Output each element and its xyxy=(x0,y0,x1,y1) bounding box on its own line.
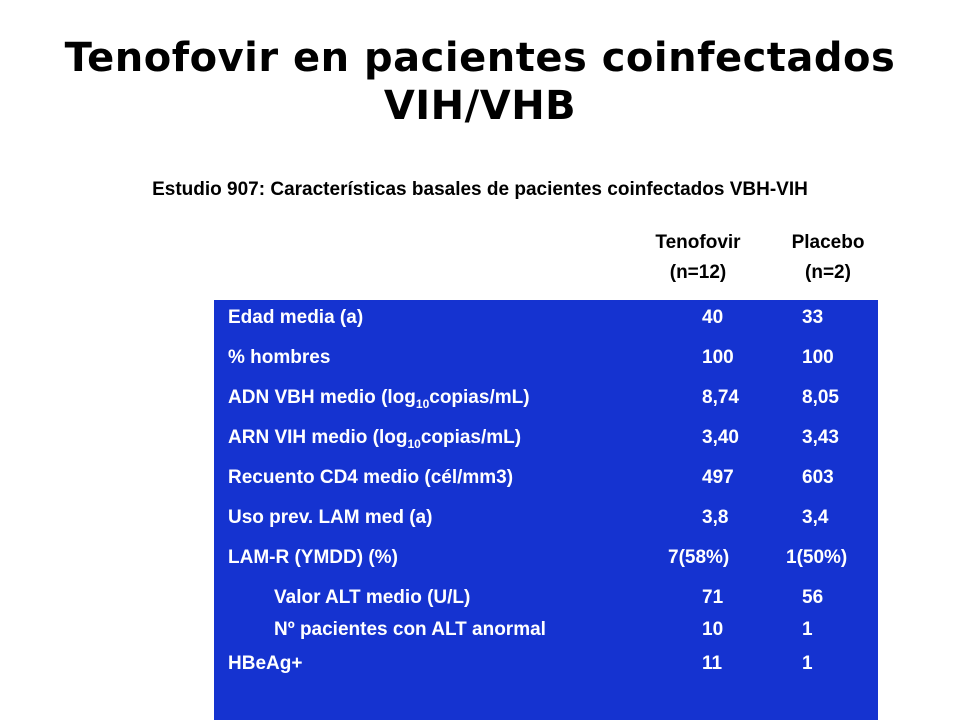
value-placebo: 3,43 xyxy=(802,427,839,448)
value-placebo: 1 xyxy=(802,653,813,674)
row-label: Uso prev. LAM med (a) xyxy=(228,507,433,528)
column-header-tenofovir xyxy=(638,228,758,288)
value-placebo: 603 xyxy=(802,467,834,488)
value-placebo: 3,4 xyxy=(802,507,829,528)
table-row xyxy=(214,505,878,531)
slide-title: Tenofovir en pacientes coinfectados VIH/VHB xyxy=(64,35,896,129)
table-row xyxy=(214,305,878,331)
row-label: Valor ALT medio (U/L) xyxy=(274,587,471,608)
value-tenofovir: 3,8 xyxy=(702,507,729,528)
column-name: Placebo xyxy=(791,232,865,253)
row-label: ADN VBH medio $(\log_{10}copias/mL)$ xyxy=(228,387,530,411)
row-label: Recuento CD4 medio (cél/mm3) xyxy=(228,467,514,488)
value-placebo: 56 xyxy=(802,587,824,608)
row-label: Edad media (a) xyxy=(228,307,364,328)
row-label: Nº pacientes con ALT anormal xyxy=(274,619,546,640)
column-n: (n=2) xyxy=(805,262,851,283)
column-header-placebo xyxy=(768,228,888,288)
row-label: HBeAg+ xyxy=(228,653,303,674)
value-placebo: 1(50%) xyxy=(786,547,848,568)
table-row xyxy=(214,617,878,643)
value-tenofovir: 10 xyxy=(702,619,724,640)
row-label: % hombres xyxy=(228,347,331,368)
table-row xyxy=(214,345,878,371)
value-tenofovir: 11 xyxy=(702,653,723,674)
value-placebo: 100 xyxy=(802,347,834,368)
row-label: ARN VIH medio $(\log_{10}copias/mL)$ xyxy=(228,427,522,451)
value-tenofovir: 71 xyxy=(702,587,724,608)
value-tenofovir: 7(58%) xyxy=(668,547,730,568)
data-table-panel xyxy=(214,300,878,720)
table-row xyxy=(214,585,878,611)
value-placebo: 33 xyxy=(802,307,824,328)
row-label: LAM-R (YMDD) (%) xyxy=(228,547,398,568)
table-row xyxy=(214,545,878,571)
table-row xyxy=(214,385,878,411)
value-tenofovir: 100 xyxy=(702,347,734,368)
value-placebo: 8,05 xyxy=(802,387,839,408)
value-placebo: 1 xyxy=(802,619,813,640)
slide-subtitle: Estudio 907: Características basales de pacientes coinfectados VBH-VIH xyxy=(152,179,808,200)
table-row xyxy=(214,425,878,451)
value-tenofovir: 8,74 xyxy=(702,387,739,408)
table-row xyxy=(214,651,878,677)
value-tenofovir: 3,40 xyxy=(702,427,739,448)
value-tenofovir: 497 xyxy=(702,467,734,488)
value-tenofovir: 40 xyxy=(702,307,724,328)
column-n: (n=12) xyxy=(669,262,727,283)
column-name: Tenofovir xyxy=(655,232,741,253)
table-row xyxy=(214,465,878,491)
